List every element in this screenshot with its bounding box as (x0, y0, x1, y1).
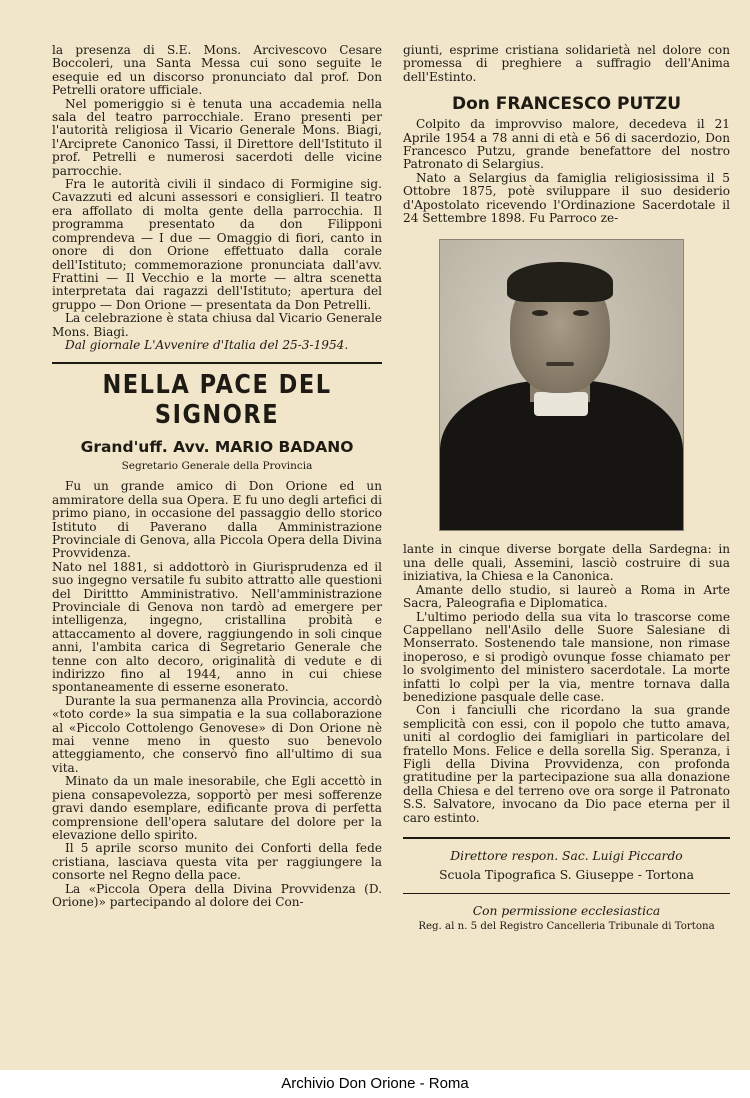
printer-line: Scuola Tipografica S. Giuseppe - Tortona (439, 868, 694, 882)
badano-paragraph-3: Durante la sua permanenza alla Provincia, accordò «toto corde» la sua simpatia e la sua collaborazione al «Piccolo Cottolengo Genovese» di Don Orione nè mai venne meno in questo suo benevolo atteggiamento, che conservò fino all'ultimo di sua vita. (52, 693, 382, 775)
putzu-paragraph-6: Con i fanciulli che ricordano la sua grande semplicità con essi, con il popolo che tutto amava, uniti al cordoglio dei famigliari in particolare del fratello Mons. Felice e della sorella Sig. Speranza, i Figli della Divina Provvidenza, con profonda gratitudine per la partecipazione sua alla donazione della Chiesa e del terreno ove ora sorge il Patronato S.S. Salvatore, invocano da Dio pace eterna per il caro estinto. (403, 703, 730, 825)
putzu-paragraph-2: Nato a Selargius da famiglia religiosissima il 5 Ottobre 1875, potè sviluppare il suo desiderio d'Apostolato ricevendo l'Ordinazione Sacerdotale il 24 Settembre 1898. Fu Parroco ze- (403, 170, 730, 226)
intro-paragraph-1: la presenza di S.E. Mons. Arcivescovo Cesare Boccoleri, una Santa Messa cui sono seguite le esequie ed un discorso pronunciato dal prof. Don Petrelli oratore ufficiale. (52, 43, 382, 98)
putzu-paragraph-3: lante in cinque diverse borgate della Sardegna: in una delle quali, Assemini, lasciò costruire di sua iniziativa, la Chiesa e la Canonica. (403, 542, 730, 584)
intro-paragraph-2: Nel pomeriggio si è tenuta una accademia nella sala del teatro parrocchiale. Erano presenti per l'autorità religiosa il Vicario Generale Mons. Biagi, l'Arciprete Canonico Tassi, il Direttore dell'Istituto il prof. Petrelli e numerosi sacerdoti delle vicine parrocchie. (52, 96, 382, 178)
badano-subtitle: Segretario Generale della Provincia (121, 460, 313, 473)
badano-paragraph-4: Minato da un male inesorabile, che Egli accettò in piena consapevolezza, sopportò per mesi sofferenze gravi dando esemplare, edificante prova di perfetta comprensione dell'opera salutare del dolore per la elevazione dello spirito. (52, 774, 382, 842)
putzu-paragraph-4: Amante dello studio, si laureò a Roma in Arte Sacra, Paleografia e Diplomatica. (403, 582, 730, 611)
editor-line: Direttore respon. Sac. Luigi Piccardo (450, 849, 683, 863)
badano-paragraph-5: Il 5 aprile scorso munito dei Conforti della fede cristiana, lasciava questa vita per raggiungere la consorte nel Regno della pace. (52, 841, 382, 883)
putzu-title: Don FRANCESCO PUTZU (451, 94, 682, 115)
badano-paragraph-1: Fu un grande amico di Don Orione ed un ammiratore della sua Opera. E fu uno degli artefici di primo piano, in occasione del passaggio dello storico Istituto di Paverano dalla Amministrazione Provinciale di Genova, alla Piccola Opera della Divina Provvidenza. (52, 479, 382, 561)
section-title: NELLA PACE DEL SIGNORE (102, 370, 332, 431)
badano-title: Grand'uff. Avv. MARIO BADANO (80, 438, 354, 457)
permission-block (403, 893, 730, 934)
badano-paragraph-2: Nato nel 1881, si addottorò in Giurisprudenza ed il suo ingegno versatile fu subito attratto alle questioni del Dirittto Amministrativo. Nell'amministrazione Provinciale di Genova non tardò ad emergere per intelligenza, ingegno, cristallina probità e attaccamento al dovere, raggiungendo in soli cinque anni, l'ambita carica di Segretario Generale che tenne con alto decoro, originalità di vedute e di indirizzo fino al 1944, anno in cui chiese spontaneamente di esserne esonerato. (52, 559, 382, 695)
badano-paragraph-6: La «Piccola Opera della Divina Provvidenza (D. Orione)» partecipando al dolore dei Con- (52, 881, 382, 909)
registration-line: Reg. al n. 5 del Registro Cancelleria Tribunale di Tortona (418, 921, 715, 932)
permission-line: Con permissione ecclesiastica (472, 904, 661, 918)
intro-paragraph-4: La celebrazione è stata chiusa dal Vicario Generale Mons. Biagi. (52, 311, 382, 339)
archive-footer: Archivio Don Orione - Roma (0, 1070, 750, 1098)
continuation-paragraph: giunti, esprime cristiana solidarietà nel dolore con promessa di preghiere a suffragio dell'Anima dell'Estinto. (403, 43, 730, 84)
right-column (403, 44, 730, 934)
section-divider (52, 362, 382, 364)
source-note: Dal giornale L'Avvenire d'Italia del 25-3-1954. (65, 337, 349, 352)
left-column (52, 44, 382, 909)
putzu-paragraph-5: L'ultimo periodo della sua vita lo trascorse come Cappellano nell'Asilo delle Suore Salesiane di Monserrato. Sostenendo tale mansione, non rimase inoperoso, e si prodigò ovunque fosse chiamato per lo svolgimento del ministero sacerdotale. La morte infatti lo colpì per la via, mentre tornava dalla benedizione pasquale delle case. (403, 609, 730, 704)
putzu-paragraph-1: Colpito da improvviso malore, decedeva il 21 Aprile 1954 a 78 anni di età e 56 di sacerdozio, Don Francesco Putzu, grande benefattore del nostro Patronato di Selargius. (403, 117, 730, 172)
intro-paragraph-3: Fra le autorità civili il sindaco di Formigine sig. Cavazzuti ed alcuni assessori e consiglieri. Il teatro era affollato di molta gente della parrocchia. Il programma presentato da don Filipponi comprendeva — I due — Omaggio di fiori, canto in onore di don Orione effettuato dalla corale dell'Istituto; commemorazione pronunciata dall'avv. Frattini — Il Vecchio e la morte — altra scenetta interpretata dai ragazzi dell'Istituto; apertura del gruppo — Don Orione — presentata da Don Petrelli. (52, 177, 382, 312)
portrait-photo (439, 239, 684, 531)
colophon (403, 837, 730, 885)
